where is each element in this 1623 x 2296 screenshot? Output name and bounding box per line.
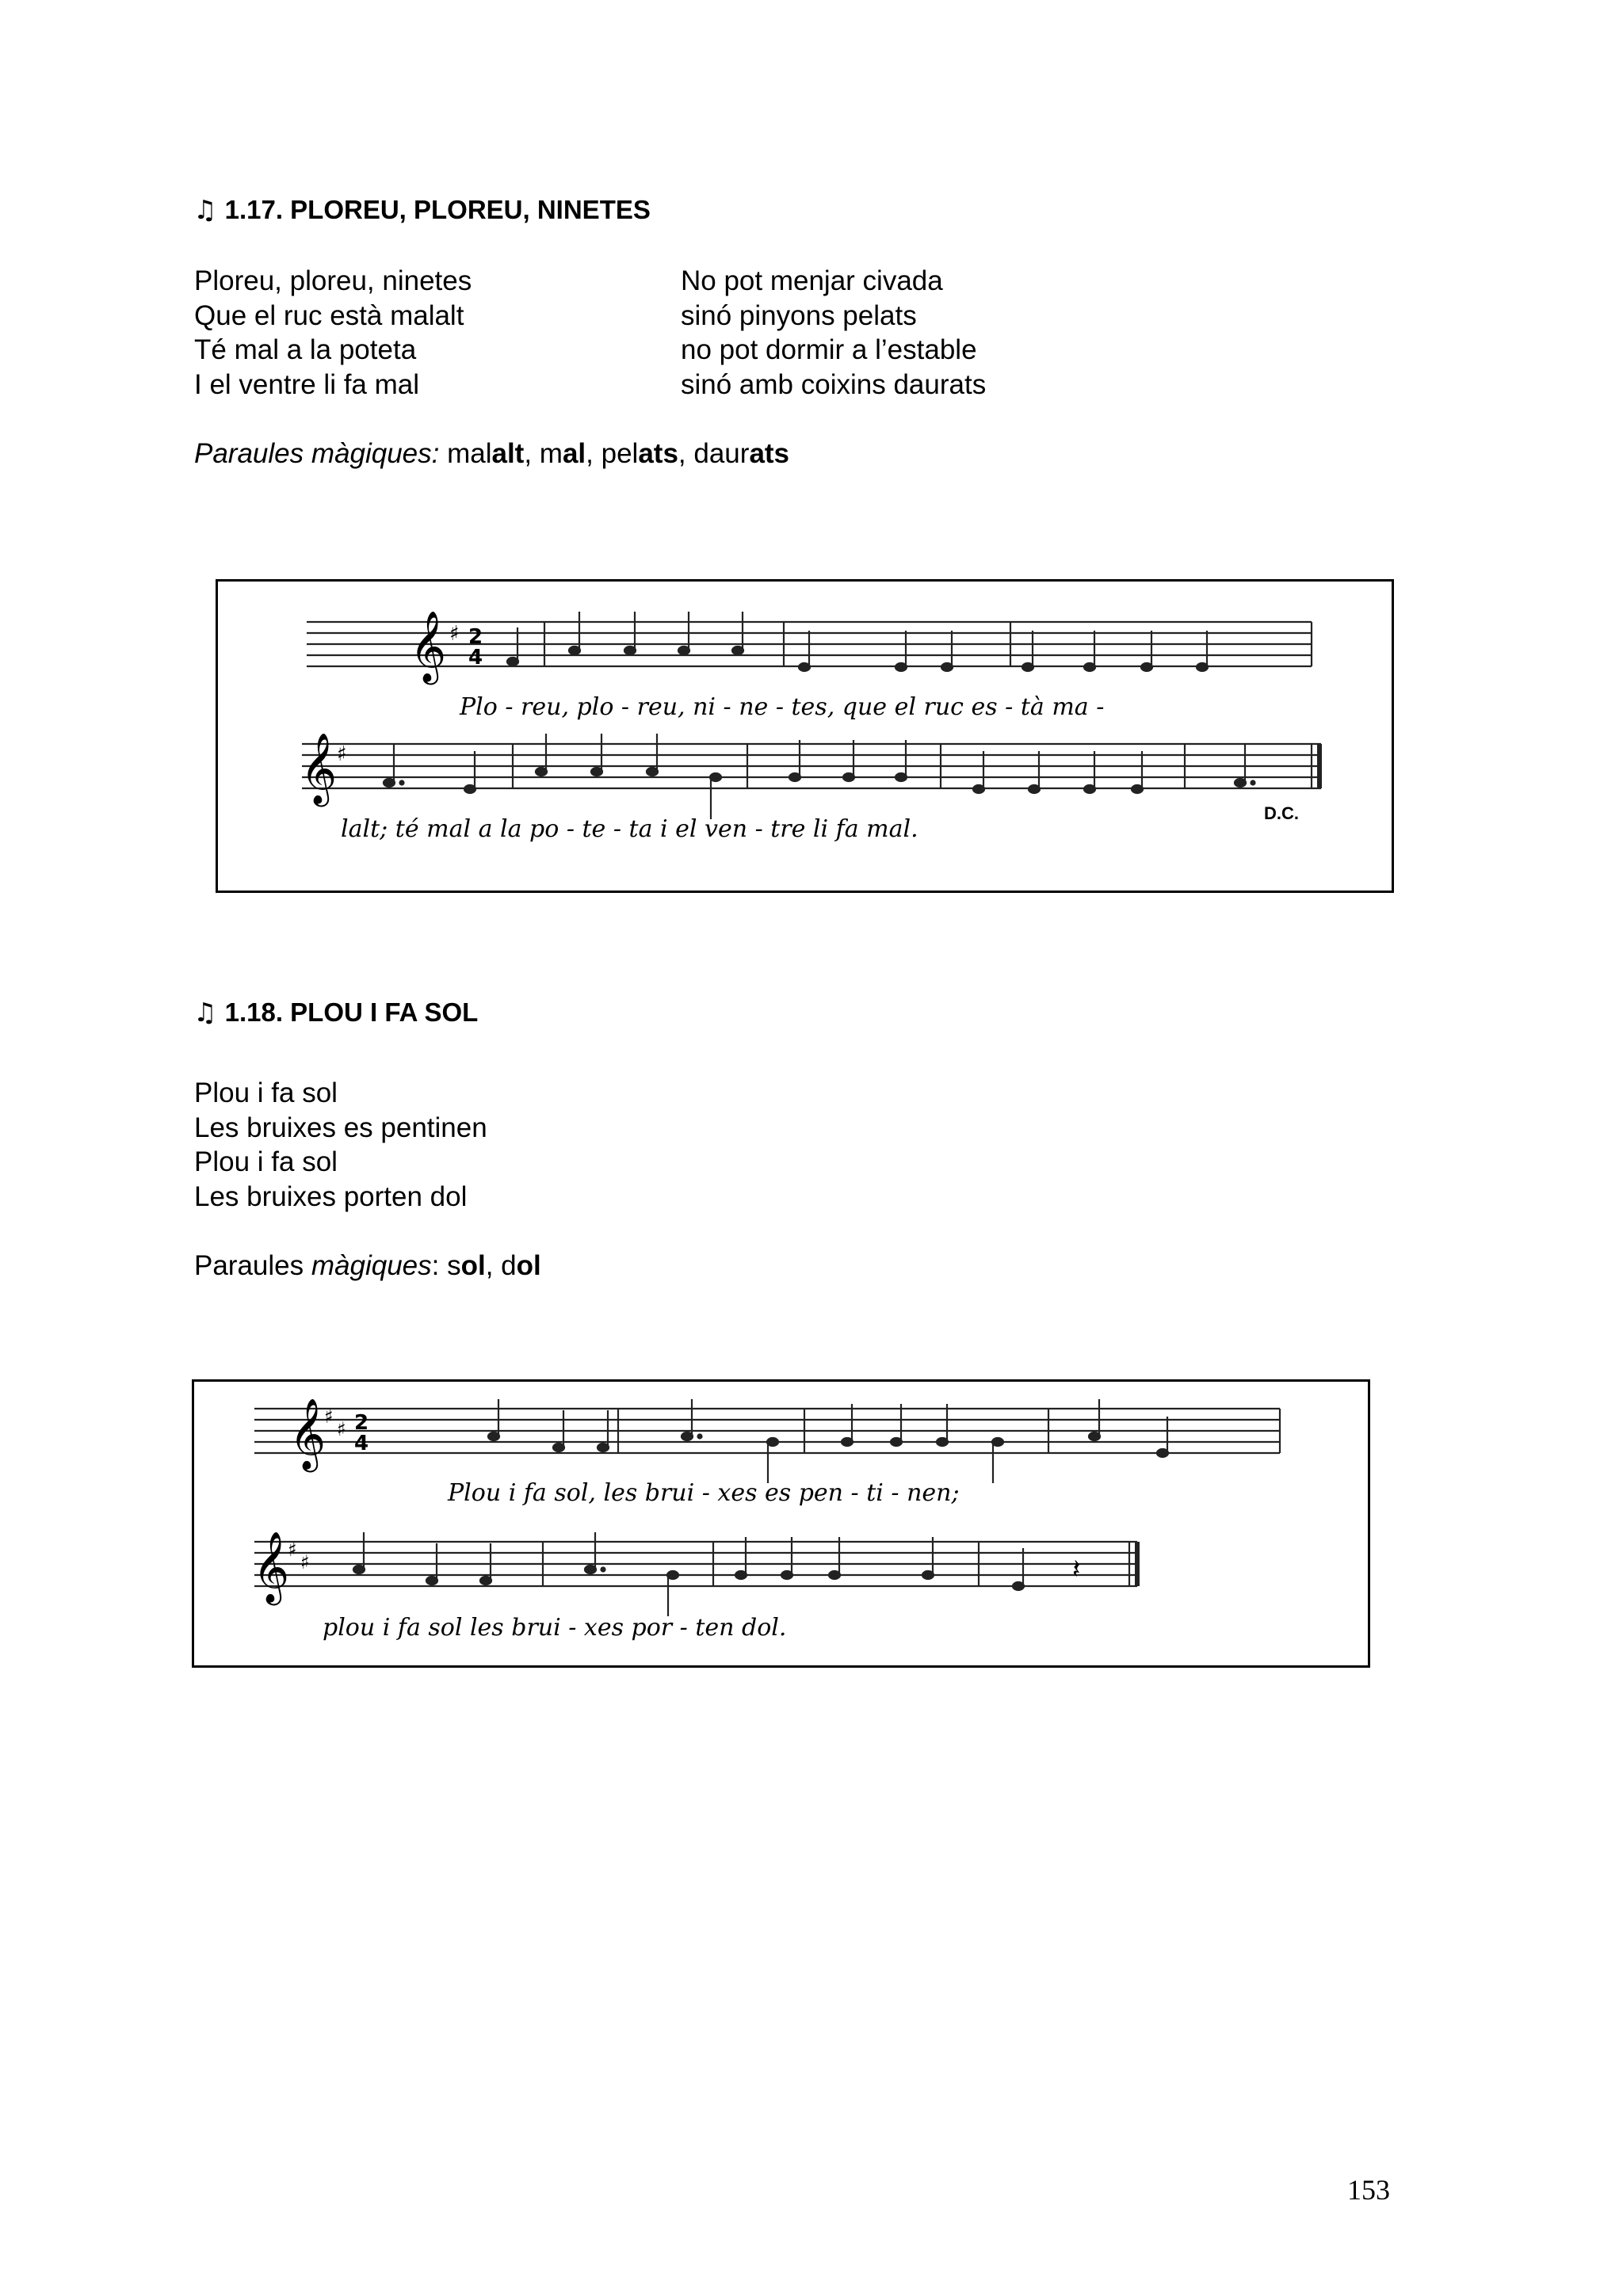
magic-word-part: s — [447, 1250, 461, 1281]
song-title-1-18 — [193, 997, 478, 1028]
da-capo-mark: D.C. — [1264, 803, 1299, 823]
magic-word-part: m — [539, 438, 563, 469]
lyrics-line-2: lalt; té mal a la po - te - ta i el ven - tre li fa mal. — [341, 815, 918, 843]
magic-words-1-17: Paraules màgiques: malalt, mal, pelats, daurats — [194, 438, 790, 469]
quarter-rest-icon: 𝄽 — [1072, 1554, 1081, 1585]
song-title-1-17 — [193, 194, 651, 225]
magic-words-label: Paraules màgiques: — [194, 438, 440, 469]
song-title-text: 1.18. PLOU I FA SOL — [224, 997, 479, 1027]
verse-line: Les bruixes porten dol — [194, 1180, 468, 1212]
sheet-music-1-17 — [216, 579, 1394, 893]
verse-line: Plou i fa sol — [194, 1077, 338, 1108]
magic-word-bold: ol — [516, 1250, 541, 1281]
time-sig-bottom: 4 — [468, 646, 483, 669]
treble-clef-icon: 𝄞 — [410, 611, 447, 682]
music-note-icon: ♫ — [193, 997, 217, 1028]
time-sig-top: 2 — [354, 1411, 369, 1435]
verse-line: I el ventre li fa mal — [194, 368, 419, 400]
magic-words-label: Paraules — [194, 1250, 311, 1281]
verse-column — [194, 1076, 487, 1214]
treble-clef-icon: 𝄞 — [253, 1531, 290, 1603]
magic-words-label-italic: màgiques — [311, 1250, 432, 1281]
verse-column-right — [681, 264, 986, 402]
magic-word-part: mal — [447, 438, 492, 469]
lyrics-line-2: plou i fa sol les brui - xes por - ten dol. — [323, 1614, 787, 1642]
magic-words-1-18: Paraules màgiques: sol, dol — [194, 1250, 541, 1281]
verse-line: sinó pinyons pelats — [681, 299, 917, 331]
time-sig-top: 2 — [468, 625, 483, 649]
notes-staff-1 — [507, 612, 1208, 671]
verse-line: no pot dormir a l’estable — [681, 334, 977, 365]
verse-line: sinó amb coixins daurats — [681, 368, 987, 400]
sharp-icon: ♯ — [449, 622, 460, 646]
score-drawing — [218, 582, 1392, 891]
score-drawing — [194, 1382, 1368, 1665]
magic-word-part: daur — [693, 438, 750, 469]
song-title-text: 1.17. PLOREU, PLOREU, NINETES — [224, 195, 651, 224]
magic-word-part: pel — [601, 438, 639, 469]
treble-clef-icon: 𝄞 — [289, 1398, 327, 1470]
verse-line: Té mal a la poteta — [194, 334, 417, 365]
verse-line: Que el ruc està malalt — [194, 299, 464, 331]
verse-line: Les bruixes es pentinen — [194, 1112, 487, 1143]
page-number: 153 — [1347, 2174, 1390, 2206]
verse-column-left — [194, 264, 472, 402]
magic-word-bold: ats — [638, 438, 678, 469]
verse-line: Ploreu, ploreu, ninetes — [194, 265, 472, 296]
magic-word-part: d — [501, 1250, 517, 1281]
lyrics-line-1: Plou i fa sol, les brui - xes es pen - ti - nen; — [448, 1479, 960, 1507]
music-note-icon: ♫ — [193, 194, 217, 225]
sharp-icon: ♯ — [288, 1539, 297, 1561]
time-sig-bottom: 4 — [354, 1432, 369, 1455]
sharp-icon: ♯ — [337, 742, 347, 766]
magic-words-label-sep: : — [431, 1250, 448, 1281]
sharp-icon: ♯ — [300, 1551, 310, 1573]
verse-line: Plou i fa sol — [194, 1146, 338, 1177]
magic-word-bold: al — [562, 438, 586, 469]
verse-line: No pot menjar civada — [681, 265, 943, 296]
lyrics-line-1: Plo - reu, plo - reu, ni - ne - tes, que el ruc es - tà ma - — [460, 693, 1105, 721]
sharp-icon: ♯ — [337, 1418, 346, 1440]
magic-word-bold: ats — [749, 438, 790, 469]
treble-clef-icon: 𝄞 — [300, 733, 338, 804]
sharp-icon: ♯ — [324, 1405, 334, 1428]
magic-word-bold: ol — [460, 1250, 486, 1281]
sheet-music-1-18 — [192, 1379, 1370, 1668]
magic-word-bold: alt — [491, 438, 525, 469]
